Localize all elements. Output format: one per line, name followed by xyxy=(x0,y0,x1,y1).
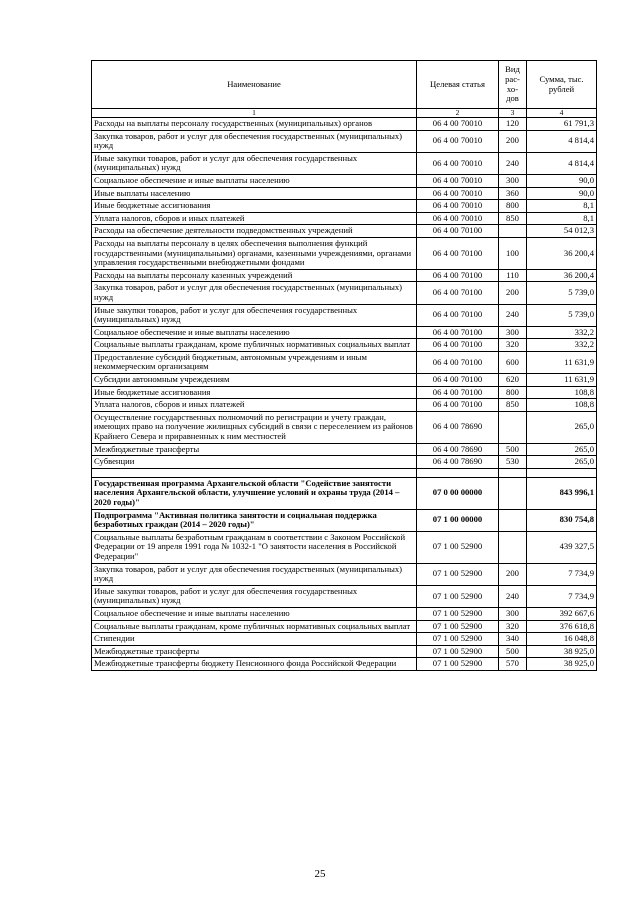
cell-type: 530 xyxy=(499,456,527,469)
cell-code: 07 0 00 00000 xyxy=(417,477,499,509)
cell-type: 240 xyxy=(499,304,527,326)
cell-sum: 61 791,3 xyxy=(527,118,597,131)
cell-name: Иные закупки товаров, работ и услуг для обеспечения государственных (муниципальных) нужд xyxy=(92,304,417,326)
column-number: 2 xyxy=(417,109,499,118)
cell-code: 07 1 00 52900 xyxy=(417,531,499,563)
spacer-cell xyxy=(92,468,417,477)
cell-type: 570 xyxy=(499,658,527,671)
table-row xyxy=(92,607,597,620)
cell-name: Иные бюджетные ассигнования xyxy=(92,200,417,213)
cell-name: Иные закупки товаров, работ и услуг для обеспечения государственных (муниципальных) нужд xyxy=(92,585,417,607)
spacer-cell xyxy=(417,468,499,477)
cell-type: 110 xyxy=(499,269,527,282)
cell-sum: 108,8 xyxy=(527,399,597,412)
cell-type: 800 xyxy=(499,386,527,399)
cell-type: 320 xyxy=(499,620,527,633)
cell-type: 120 xyxy=(499,118,527,131)
cell-name: Предоставление субсидий бюджетным, автономным учреждениям и иным некоммерческим организациям xyxy=(92,351,417,373)
table-row xyxy=(92,304,597,326)
cell-code: 06 4 00 70100 xyxy=(417,282,499,304)
table-row xyxy=(92,326,597,339)
cell-code: 06 4 00 70100 xyxy=(417,339,499,352)
column-number: 1 xyxy=(92,109,417,118)
cell-code: 06 4 00 70010 xyxy=(417,174,499,187)
cell-type: 600 xyxy=(499,351,527,373)
cell-code: 07 1 00 52900 xyxy=(417,633,499,646)
cell-name: Межбюджетные трансферты xyxy=(92,443,417,456)
cell-code: 07 1 00 52900 xyxy=(417,585,499,607)
cell-type xyxy=(499,411,527,443)
table-row xyxy=(92,200,597,213)
cell-type: 300 xyxy=(499,607,527,620)
cell-code: 07 1 00 52900 xyxy=(417,620,499,633)
cell-code: 06 4 00 70100 xyxy=(417,237,499,269)
table-row xyxy=(92,477,597,509)
cell-name: Иные закупки товаров, работ и услуг для обеспечения государственных (муниципальных) нужд xyxy=(92,152,417,174)
cell-sum: 90,0 xyxy=(527,187,597,200)
table-row xyxy=(92,351,597,373)
cell-code: 06 4 00 70100 xyxy=(417,326,499,339)
cell-name: Уплата налогов, сборов и иных платежей xyxy=(92,399,417,412)
column-number: 3 xyxy=(499,109,527,118)
cell-type: 240 xyxy=(499,152,527,174)
cell-sum: 11 631,9 xyxy=(527,351,597,373)
cell-sum: 36 200,4 xyxy=(527,237,597,269)
cell-type: 620 xyxy=(499,374,527,387)
cell-sum: 265,0 xyxy=(527,411,597,443)
budget-table xyxy=(91,60,597,671)
cell-name: Социальные выплаты безработным гражданам в соответствии с Законом Российской Федерации от 19 апреля 1991 года № 1032-1 "О занятости населения в Российской Федерации" xyxy=(92,531,417,563)
cell-name: Расходы на обеспечение деятельности подведомственных учреждений xyxy=(92,225,417,238)
cell-name: Социальное обеспечение и иные выплаты населению xyxy=(92,326,417,339)
cell-sum: 16 048,8 xyxy=(527,633,597,646)
cell-code: 06 4 00 70100 xyxy=(417,304,499,326)
table-row xyxy=(92,585,597,607)
header-name: Наименование xyxy=(92,61,417,109)
cell-name: Государственная программа Архангельской области "Содействие занятости населения Архангельской области, улучшение условий и охраны труда (2014 – 2020 годы)" xyxy=(92,477,417,509)
table-row xyxy=(92,509,597,531)
cell-code: 06 4 00 70100 xyxy=(417,225,499,238)
cell-code: 07 1 00 52900 xyxy=(417,607,499,620)
cell-sum: 4 814,4 xyxy=(527,152,597,174)
table-row xyxy=(92,212,597,225)
table-body xyxy=(92,61,597,671)
cell-type: 800 xyxy=(499,200,527,213)
table-row xyxy=(92,174,597,187)
cell-type: 300 xyxy=(499,174,527,187)
table-row xyxy=(92,339,597,352)
cell-sum: 54 012,3 xyxy=(527,225,597,238)
cell-sum: 8,1 xyxy=(527,212,597,225)
cell-sum: 90,0 xyxy=(527,174,597,187)
table-row xyxy=(92,282,597,304)
cell-type: 300 xyxy=(499,326,527,339)
cell-code: 06 4 00 70010 xyxy=(417,152,499,174)
cell-sum: 439 327,5 xyxy=(527,531,597,563)
table-row xyxy=(92,411,597,443)
cell-type: 340 xyxy=(499,633,527,646)
cell-code: 06 4 00 78690 xyxy=(417,411,499,443)
table-row xyxy=(92,563,597,585)
cell-sum: 5 739,0 xyxy=(527,282,597,304)
table-row xyxy=(92,118,597,131)
cell-code: 06 4 00 70010 xyxy=(417,130,499,152)
cell-name: Уплата налогов, сборов и иных платежей xyxy=(92,212,417,225)
cell-code: 07 1 00 52900 xyxy=(417,563,499,585)
cell-sum: 265,0 xyxy=(527,456,597,469)
table-row xyxy=(92,269,597,282)
cell-sum: 5 739,0 xyxy=(527,304,597,326)
cell-code: 06 4 00 70010 xyxy=(417,200,499,213)
cell-sum: 7 734,9 xyxy=(527,585,597,607)
cell-type: 320 xyxy=(499,339,527,352)
cell-code: 07 1 00 00000 xyxy=(417,509,499,531)
cell-code: 06 4 00 70100 xyxy=(417,399,499,412)
table-row xyxy=(92,130,597,152)
column-number: 4 xyxy=(527,109,597,118)
table-row xyxy=(92,237,597,269)
table-row xyxy=(92,633,597,646)
cell-type xyxy=(499,509,527,531)
cell-name: Иные бюджетные ассигнования xyxy=(92,386,417,399)
table-row xyxy=(92,456,597,469)
cell-sum: 392 667,6 xyxy=(527,607,597,620)
cell-name: Закупка товаров, работ и услуг для обеспечения государственных (муниципальных) нужд xyxy=(92,282,417,304)
cell-sum: 830 754,8 xyxy=(527,509,597,531)
spacer-row xyxy=(92,468,597,477)
cell-name: Социальные выплаты гражданам, кроме публичных нормативных социальных выплат xyxy=(92,620,417,633)
cell-name: Закупка товаров, работ и услуг для обеспечения государственных (муниципальных) нужд xyxy=(92,130,417,152)
cell-type xyxy=(499,225,527,238)
table-row xyxy=(92,152,597,174)
table-row xyxy=(92,225,597,238)
table-row xyxy=(92,386,597,399)
cell-sum: 332,2 xyxy=(527,339,597,352)
cell-code: 06 4 00 78690 xyxy=(417,443,499,456)
cell-sum: 38 925,0 xyxy=(527,645,597,658)
cell-sum: 8,1 xyxy=(527,200,597,213)
header-type: Вид рас-хо-дов xyxy=(499,61,527,109)
cell-type: 850 xyxy=(499,212,527,225)
cell-code: 06 4 00 70010 xyxy=(417,187,499,200)
cell-sum: 108,8 xyxy=(527,386,597,399)
table-row xyxy=(92,658,597,671)
column-numbers-row xyxy=(92,109,597,118)
cell-name: Межбюджетные трансферты xyxy=(92,645,417,658)
cell-type: 200 xyxy=(499,563,527,585)
cell-type xyxy=(499,531,527,563)
cell-type: 360 xyxy=(499,187,527,200)
header-sum: Сумма, тыс. рублей xyxy=(527,61,597,109)
cell-name: Социальное обеспечение и иные выплаты населению xyxy=(92,607,417,620)
cell-sum: 843 996,1 xyxy=(527,477,597,509)
cell-code: 07 1 00 52900 xyxy=(417,645,499,658)
spacer-cell xyxy=(527,468,597,477)
page-number: 25 xyxy=(314,868,326,880)
table-row xyxy=(92,187,597,200)
table-row xyxy=(92,645,597,658)
cell-sum: 38 925,0 xyxy=(527,658,597,671)
cell-code: 06 4 00 70010 xyxy=(417,118,499,131)
cell-name: Социальное обеспечение и иные выплаты населению xyxy=(92,174,417,187)
table-row xyxy=(92,620,597,633)
cell-type: 500 xyxy=(499,645,527,658)
cell-code: 06 4 00 70100 xyxy=(417,351,499,373)
cell-code: 06 4 00 70100 xyxy=(417,269,499,282)
cell-sum: 11 631,9 xyxy=(527,374,597,387)
cell-name: Подпрограмма "Активная политика занятости и социальная поддержка безработных граждан (2014 – 2020 годы)" xyxy=(92,509,417,531)
cell-type: 850 xyxy=(499,399,527,412)
table-row xyxy=(92,531,597,563)
cell-type: 500 xyxy=(499,443,527,456)
cell-sum: 4 814,4 xyxy=(527,130,597,152)
cell-type: 200 xyxy=(499,130,527,152)
cell-name: Расходы на выплаты персоналу в целях обеспечения выполнения функций государственными (муниципальными) органами, казенными учреждениями, органами управления государственными внебюджетными фондами xyxy=(92,237,417,269)
cell-code: 06 4 00 70100 xyxy=(417,374,499,387)
table-row xyxy=(92,374,597,387)
cell-name: Расходы на выплаты персоналу государственных (муниципальных) органов xyxy=(92,118,417,131)
cell-sum: 265,0 xyxy=(527,443,597,456)
table-row xyxy=(92,443,597,456)
cell-name: Иные выплаты населению xyxy=(92,187,417,200)
cell-sum: 7 734,9 xyxy=(527,563,597,585)
cell-name: Межбюджетные трансферты бюджету Пенсионного фонда Российской Федерации xyxy=(92,658,417,671)
cell-code: 06 4 00 78690 xyxy=(417,456,499,469)
cell-name: Социальные выплаты гражданам, кроме публичных нормативных социальных выплат xyxy=(92,339,417,352)
cell-code: 06 4 00 70100 xyxy=(417,386,499,399)
cell-sum: 376 618,8 xyxy=(527,620,597,633)
cell-type: 200 xyxy=(499,282,527,304)
cell-name: Закупка товаров, работ и услуг для обеспечения государственных (муниципальных) нужд xyxy=(92,563,417,585)
cell-type: 240 xyxy=(499,585,527,607)
cell-name: Субсидии автономным учреждениям xyxy=(92,374,417,387)
spacer-cell xyxy=(499,468,527,477)
table-row xyxy=(92,399,597,412)
cell-type: 100 xyxy=(499,237,527,269)
cell-type xyxy=(499,477,527,509)
cell-name: Субвенции xyxy=(92,456,417,469)
header-code: Целевая статья xyxy=(417,61,499,109)
cell-code: 06 4 00 70010 xyxy=(417,212,499,225)
cell-name: Осуществление государственных полномочий по регистрации и учету граждан, имеющих право на получение жилищных субсидий в связи с переселением из районов Крайнего Севера и приравненных к ним местностей xyxy=(92,411,417,443)
cell-sum: 36 200,4 xyxy=(527,269,597,282)
cell-name: Расходы на выплаты персоналу казенных учреждений xyxy=(92,269,417,282)
cell-code: 07 1 00 52900 xyxy=(417,658,499,671)
cell-name: Стипендии xyxy=(92,633,417,646)
table-header-row xyxy=(92,61,597,109)
cell-sum: 332,2 xyxy=(527,326,597,339)
